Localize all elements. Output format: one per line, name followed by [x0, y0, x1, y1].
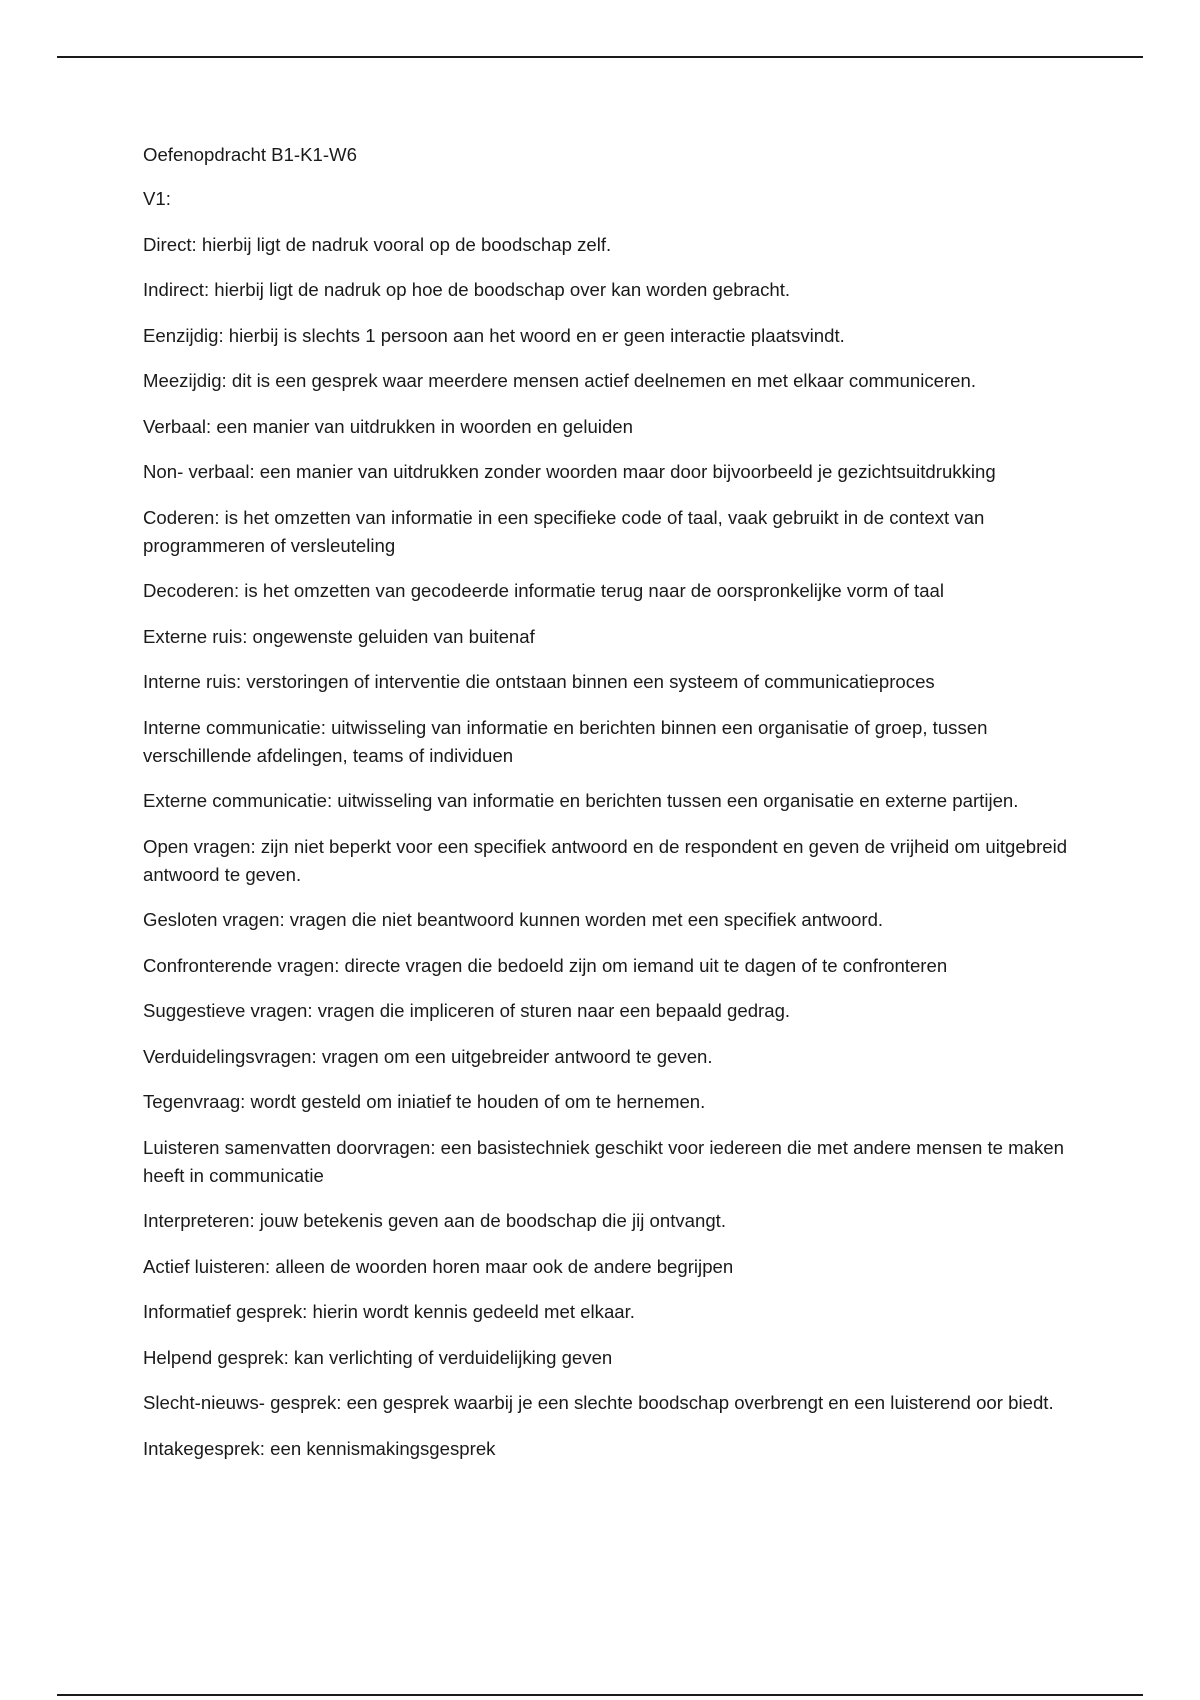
- definition-item: Slecht-nieuws- gesprek: een gesprek waarbij je een slechte boodschap overbrengt en een luisterend oor biedt.: [143, 1392, 1054, 1413]
- definition-item: Decoderen: is het omzetten van gecodeerde informatie terug naar de oorspronkelijke vorm of taal: [143, 580, 945, 601]
- header-rule: [57, 56, 1143, 58]
- document-body: [143, 141, 1078, 1480]
- section-label: V1:: [143, 188, 171, 209]
- definition-item: Coderen: is het omzetten van informatie in een specifieke code of taal, vaak gebruikt in de context van programmeren of versleuteling: [143, 506, 985, 556]
- document-title: Oefenopdracht B1-K1-W6: [143, 144, 357, 165]
- definition-item: Non- verbaal: een manier van uitdrukken zonder woorden maar door bijvoorbeeld je gezichtsuitdrukking: [143, 461, 996, 482]
- definition-item: Externe ruis: ongewenste geluiden van buitenaf: [143, 625, 535, 647]
- definition-item: Interne ruis: verstoringen of interventie die ontstaan binnen een systeem of communicatieproces: [143, 671, 935, 692]
- definition-item: Intakegesprek: een kennismakingsgesprek: [143, 1437, 496, 1459]
- definition-item: Meezijdig: dit is een gesprek waar meerdere mensen actief deelnemen en met elkaar communiceren.: [143, 370, 977, 391]
- definition-item: Indirect: hierbij ligt de nadruk op hoe de boodschap over kan worden gebracht.: [143, 279, 791, 300]
- definition-item: Direct: hierbij ligt de nadruk vooral op de boodschap zelf.: [143, 233, 612, 255]
- definition-item: Gesloten vragen: vragen die niet beantwoord kunnen worden met een specifiek antwoord.: [143, 909, 884, 930]
- definition-item: Open vragen: zijn niet beperkt voor een specifiek antwoord en de respondent en geven de vrijheid om uitgebreid antwoord te geven.: [143, 835, 1068, 885]
- definition-item: Verbaal: een manier van uitdrukken in woorden en geluiden: [143, 415, 633, 437]
- definition-item: Luisteren samenvatten doorvragen: een basistechniek geschikt voor iedereen die met andere mensen te maken heeft in communicatie: [143, 1136, 1064, 1186]
- definition-item: Informatief gesprek: hierin wordt kennis gedeeld met elkaar.: [143, 1301, 635, 1322]
- definition-item: Interne communicatie: uitwisseling van informatie en berichten binnen een organisatie of groep, tussen verschillende afdelingen, teams of individuen: [143, 716, 988, 766]
- definition-item: Actief luisteren: alleen de woorden horen maar ook de andere begrijpen: [143, 1255, 734, 1277]
- definition-item: Suggestieve vragen: vragen die impliceren of sturen naar een bepaald gedrag.: [143, 1000, 791, 1021]
- definition-list: [143, 231, 1078, 1463]
- definition-item: Externe communicatie: uitwisseling van informatie en berichten tussen een organisatie en externe partijen.: [143, 790, 1019, 811]
- definition-item: Confronterende vragen: directe vragen die bedoeld zijn om iemand uit te dagen of te confronteren: [143, 954, 948, 976]
- definition-item: Eenzijdig: hierbij is slechts 1 persoon aan het woord en er geen interactie plaatsvindt.: [143, 324, 845, 346]
- definition-item: Tegenvraag: wordt gesteld om iniatief te houden of om te hernemen.: [143, 1091, 706, 1112]
- definition-item: Verduidelingsvragen: vragen om een uitgebreider antwoord te geven.: [143, 1045, 713, 1067]
- definition-item: Interpreteren: jouw betekenis geven aan de boodschap die jij ontvangt.: [143, 1210, 727, 1231]
- footer-rule: [57, 1694, 1143, 1696]
- definition-item: Helpend gesprek: kan verlichting of verduidelijking geven: [143, 1346, 613, 1368]
